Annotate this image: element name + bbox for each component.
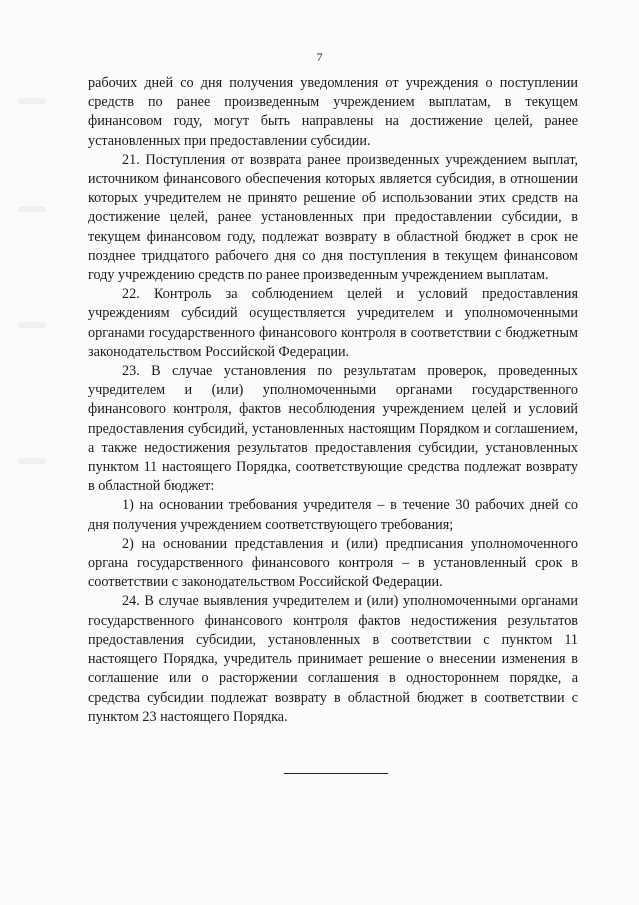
paragraph-continuation: рабочих дней со дня получения уведомления от учреждения о поступлении средств по ранее произведенным учреждением выплатам, в текущем финансовом году, могут быть направлены на достижение целей, ранее установленных при предоставлении субсидии. [88,75,578,149]
paragraph-23-item-2: 2) на основании представления и (или) предписания уполномоченного органа государственного финансового контроля – в установленный срок в соответствии с законодательством Российской Федерации. [88,535,578,591]
end-of-document-line [284,773,388,774]
paragraph-23-item-1: 1) на основании требования учредителя – в течение 30 рабочих дней со дня получения учреждением соответствующего требования; [88,497,578,533]
paragraph-22: 22. Контроль за соблюдением целей и условий предоставления учреждениям субсидий осуществляется учредителем и уполномоченными органами государственного финансового контроля в соответствии с бюджетным законодательством Российской Федерации. [88,286,578,360]
scan-artifact [18,98,46,104]
scan-artifact [18,458,46,464]
scan-artifact [18,206,46,212]
paragraph-23: 23. В случае установления по результатам проверок, проведенных учредителем и (или) уполномоченными органами государственного финансового контроля, фактов несоблюдения учреждением целей и условий предоставления субсидий, установленных настоящим Порядком и соглашением, а также недостижения результатов предоставления субсидии, установленных пунктом 11 настоящего Порядка, соответствующие средства подлежат возврату в областной бюджет: [88,363,578,495]
paragraph-21: 21. Поступления от возврата ранее произведенных учреждением выплат, источником финансового обеспечения которых является субсидия, в отношении которых учредителем не принято решение об использовании этих средств на достижение целей, ранее установленных при предоставлении субсидии, в текущем финансовом году, подлежат возврату в областной бюджет в срок не позднее тридцатого рабочего дня со дня поступления в текущем финансовом году учреждению средств по ранее произведенным учреждением выплатам. [88,151,578,284]
paragraph-24: 24. В случае выявления учредителем и (или) уполномоченными органами государственного финансового контроля фактов недостижения результатов предоставления субсидии, установленных в соответствии с пунктом 11 настоящего Порядка, учредитель принимает решение о внесении изменения в соглашение или о расторжении соглашения в одностороннем порядке, а средства субсидии подлежат возврату в областной бюджет в соответствии с пунктом 23 настоящего Порядка. [88,593,578,725]
scan-artifact [18,322,46,328]
document-body [88,74,578,727]
page-number: 7 [316,50,323,64]
